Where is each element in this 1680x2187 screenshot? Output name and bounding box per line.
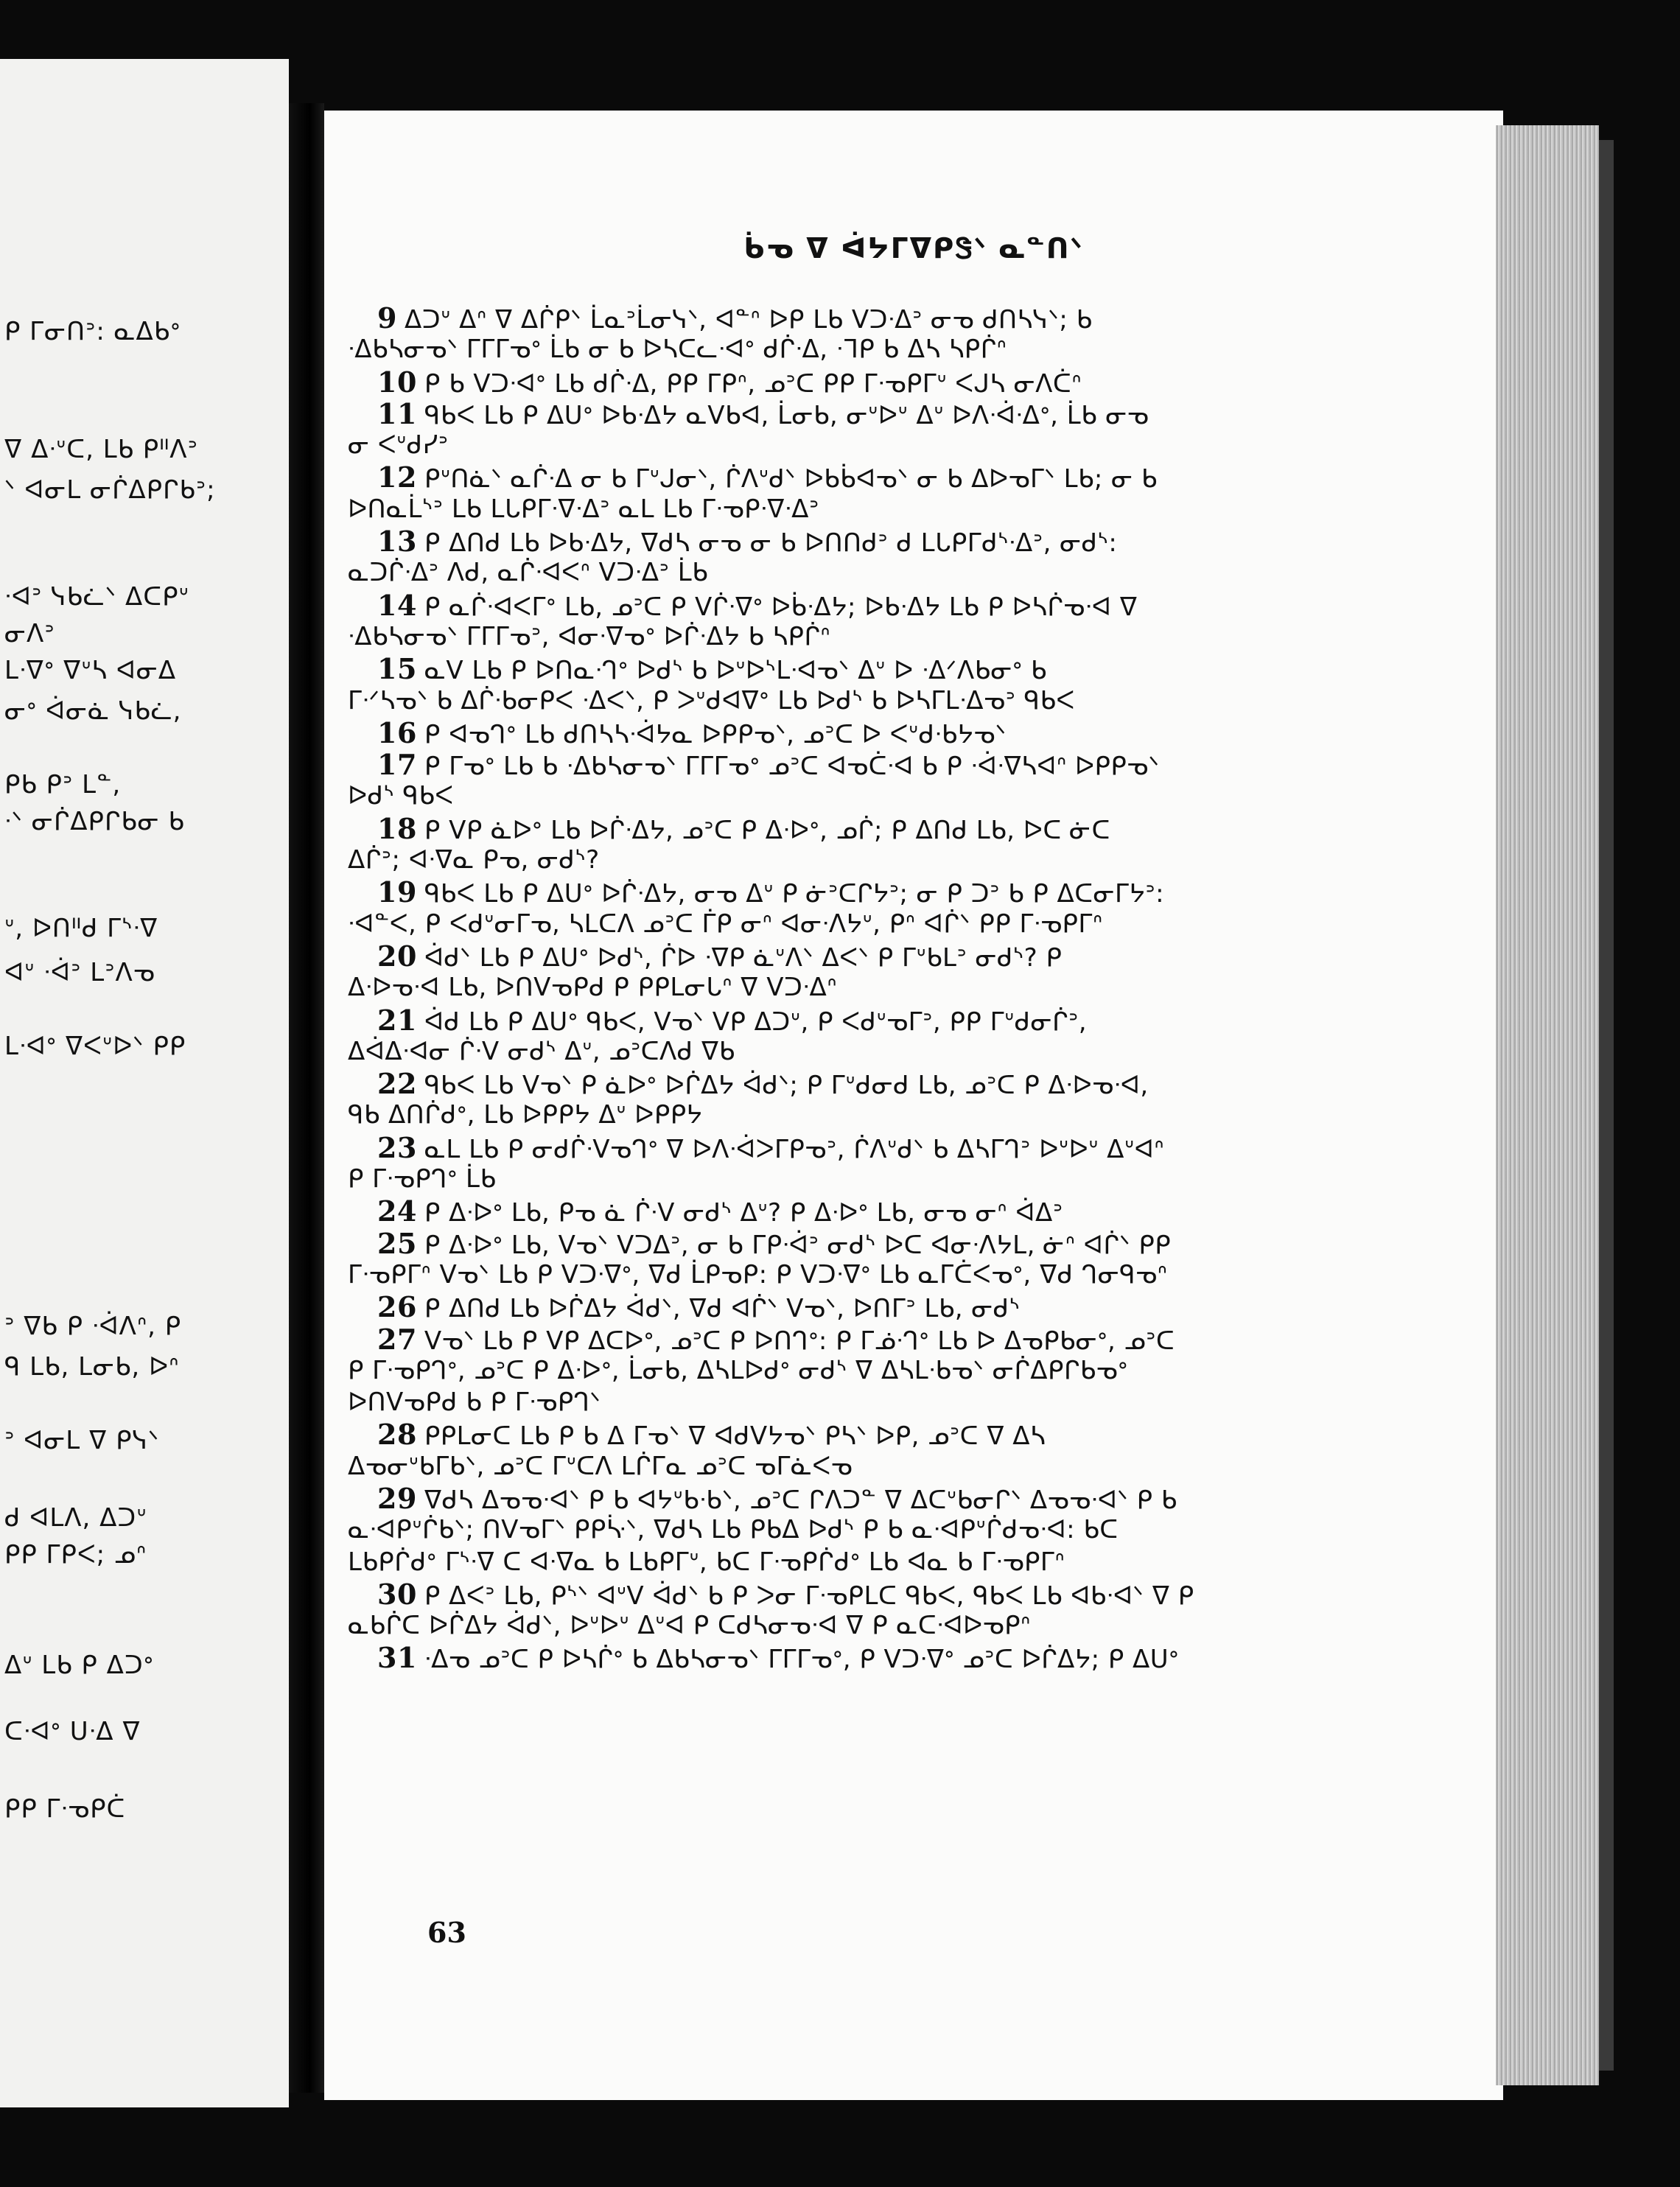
left-page-line: ᑭᑭ ᒥᐧᓀᑭᑖ — [4, 1794, 126, 1824]
verse-number: 24 — [377, 1194, 417, 1228]
verse-line — [348, 557, 1328, 589]
left-page-line: ᑭᑭ ᒥᑭᐸ; ᓄᐢ — [4, 1540, 147, 1570]
left-page-line: ᑯ ᐊᒪᐱ, ᐃᑐᐡ — [4, 1503, 147, 1533]
verse-line — [348, 1514, 1328, 1546]
left-page-line: ᐃᐡ ᒪᑲ ᑭ ᐃᑐᐤ — [4, 1651, 154, 1680]
page-number: 63 — [427, 1916, 466, 1949]
verse-number: 17 — [377, 748, 417, 782]
verse-line — [348, 1291, 1328, 1323]
verse-line — [348, 1451, 1328, 1483]
verse-line — [348, 749, 1328, 780]
verse-text: ᑭ ᐯᑭ ᓈᐅᐤ ᒪᑲ ᐅᒌᐧᐃᔭ, ᓄᐣᑕ ᑭ ᐃᐧᐅᐤ, ᓄᒌ; ᑭ ᐃᑎᑯ ᒪᑲ, ᐅᑕ ᓃᑕ — [424, 815, 1110, 845]
verse-text: ᐋᑯᐠ ᒪᑲ ᑭ ᐃᑌᐤ ᐅᑯᔅ, ᒌᐅ ᐧᐁᑭ ᓈᐡᐱᐠ ᐃᐸᐠ ᑭ ᒥᐡᑲᒪᐣ ᓂᑯᔅ? ᑭ — [424, 942, 1063, 973]
verse-number: 27 — [377, 1322, 417, 1356]
left-page-line: ᓂᐱᐣ — [4, 619, 55, 648]
page-edges — [1496, 125, 1599, 2085]
verse-number: 25 — [377, 1226, 417, 1260]
left-page-line: ᐣ ᐁᑲ ᑭ ᐧᐋᐱᐢ, ᑭ — [4, 1312, 182, 1341]
verse-text: ᐧᐊᓐᐸ, ᑭ ᐸᑯᐡᓂᒥᓀ, ᓴᒪᑕᐱ ᓄᐣᑕ ᒦᑭ ᓂᐢ ᐊᓂᐧᐱᔭᐡ, ᑭᐢ ᐊᒌᐠ ᑭᑭ ᒥᐧᓀᑭᒥᐢ — [348, 909, 1103, 939]
verse-block — [348, 302, 1328, 1674]
left-page-line: ᑭ ᒥᓂᑎᐣ: ᓇᐃᑲᐤ — [4, 317, 181, 346]
verse-text: ᑭ ᐃᑎᑯ ᒪᑲ ᐅᒌᐃᔭ ᐋᑯᐠ, ᐁᑯ ᐊᒌᐠ ᐯᓀᐠ, ᐅᑎᒥᐣ ᒪᑲ, ᓂᑯᔅ — [424, 1294, 1021, 1324]
verse-text: ᑭ ᓇᒌᐧᐊᐸᒥᐤ ᒪᑲ, ᓄᐣᑕ ᑭ ᐯᒌᐧᐁᐤ ᐅᑳᐧᐃᔭ; ᐅᑲᐧᐃᔭ ᒪᑲ ᑭ ᐅᓴᒌᓀᐧᐊ ᐁ — [424, 592, 1138, 622]
left-page-line: ᒪᐧᐁᐤ ᐁᐡᓴ ᐊᓂᐃ — [4, 656, 177, 685]
verse-text: ᐋᑯ ᒪᑲ ᑭ ᐃᑌᐤ ᑫᑲᐸ, ᐯᓀᐠ ᐯᑭ ᐃᑐᐡ, ᑭ ᐸᑯᐡᓀᒥᐣ, ᑭᑭ ᒥᐡᑯᓂᒌᐣ, — [424, 1007, 1088, 1037]
verse-number: 22 — [377, 1067, 417, 1101]
verse-line — [348, 780, 1328, 812]
verse-line — [348, 1610, 1328, 1642]
verse-text: ᐃᑐᐡ ᐃᐢ ᐁ ᐃᒌᑭᐠ ᒫᓇᐣᒫᓂᓭᐠ, ᐊᓐᐢ ᐅᑭ ᒪᑲ ᐯᑐᐧᐃᐣ ᓂᓀ ᑯᑎᓴᓭᐠ; ᑲ — [404, 305, 1093, 335]
verse-line — [348, 302, 1328, 334]
verse-line — [348, 525, 1328, 557]
verse-text: ᑭ ᒥᐧᓀᑭᒉᐤ ᒫᑲ — [348, 1164, 497, 1194]
verse-line — [348, 1259, 1328, 1291]
verse-text: ᐁᑯᓴ ᐃᓀᓀᐧᐊᐠ ᑭ ᑲ ᐊᔭᐡᑲᐧᑲᐠ, ᓄᐣᑕ ᒋᐱᑐᓐ ᐁ ᐃᑕᐡᑲᓂᒋᐠ ᐃᓀᓀᐧᐊᐠ ᑭ ᑲ — [424, 1485, 1177, 1515]
verse-text: ᑫᑲᐸ ᒪᑲ ᑭ ᐃᑌᐤ ᐅᒌᐧᐃᔭ, ᓂᓀ ᐃᐡ ᑭ ᓃᐣᑕᒋᔭᐣ; ᓂ ᑭ ᑐᐣ ᑲ ᑭ ᐃᑕᓂᒥᔭᐣ: — [424, 879, 1165, 909]
verse-text: ᐯᓀᐠ ᒪᑲ ᑭ ᐯᑭ ᐃᑕᐅᐤ, ᓄᐣᑕ ᑭ ᐅᑎᒉᐤ: ᑭ ᒥᓅᐧᒉᐤ ᒪᑲ ᐅ ᐃᓀᑭᑲᓂᐤ, ᓄᐣᑕ — [424, 1326, 1175, 1356]
verse-text: ᐃᐧᐅᓀᐧᐊ ᒪᑲ, ᐅᑎᐯᓀᑭᑯ ᑭ ᑭᑭᒪᓂᒐᐢ ᐁ ᐯᑐᐧᐃᐢ — [348, 973, 837, 1003]
left-page-line: ᓂᐤ ᐋᓂᓈ ᓭᑲᓛ, — [4, 696, 182, 726]
verse-line — [348, 621, 1328, 653]
verse-line — [348, 398, 1328, 430]
verse-text: ᐃᓀᓂᐡᑲᒥᑲᐠ, ᓄᐣᑕ ᒥᐡᑕᐱ ᒪᒌᒥᓇ ᓄᐣᑕ ᓀᒥᓈᐸᓀ — [348, 1451, 853, 1481]
verse-text: ᒥᐧᓀᑭᒥᐢ ᐯᓀᐠ ᒪᑲ ᑭ ᐯᑐᐧᐁᐤ, ᐁᑯ ᒫᑭᓀᑭ: ᑭ ᐯᑐᐧᐁᐤ ᒪᑲ ᓇᒥᑖᐸᓀᐤ, ᐁᑯ ᒉᓂᑫᓀᐢ — [348, 1259, 1168, 1290]
verse-line — [348, 494, 1328, 525]
verse-text: ᓇᑐᒌᐧᐃᐣ ᐱᑯ, ᓇᒌᐧᐊᐸᐢ ᐯᑐᐧᐃᐣ ᒫᑲ — [348, 558, 709, 588]
verse-line — [348, 1418, 1328, 1450]
verse-text: ᐅᑎᓇᒫᔅᐣ ᒪᑲ ᒪᒐᑭᒥᐧᐁᐧᐃᐣ ᓇᒪ ᒪᑲ ᒥᐧᓀᑭᐧᐁᐧᐃᐣ — [348, 494, 819, 524]
verse-number: 13 — [377, 525, 417, 559]
verse-text: ᑫᑲ ᐃᑎᒌᑯᐤ, ᒪᑲ ᐅᑭᑭᔭ ᐃᐡ ᐅᑭᑭᔭ — [348, 1100, 703, 1130]
verse-number: 9 — [377, 301, 397, 335]
verse-number: 12 — [377, 461, 417, 494]
verse-number: 10 — [377, 365, 417, 399]
verse-line — [348, 1099, 1328, 1131]
verse-line — [348, 1578, 1328, 1610]
verse-number: 31 — [377, 1641, 417, 1675]
page-edge-shadow — [1599, 140, 1614, 2071]
verse-number: 21 — [377, 1003, 417, 1037]
verse-number: 14 — [377, 588, 417, 622]
verse-line — [348, 1355, 1328, 1387]
verse-text: ᒪᑲᑭᒌᑯᐤ ᒥᔅᐧᐁ ᑕ ᐊᐧᐁᓇ ᑲ ᒪᑲᑭᒥᐡ, ᑲᑕ ᒥᐧᓀᑭᒌᑯᐤ ᒪᑲ ᐊᓇ ᑲ ᒥᐧᓀᑭᒥᐢ — [348, 1547, 1065, 1577]
verse-number: 30 — [377, 1577, 417, 1611]
verse-text: ᓇᐯ ᒪᑲ ᑭ ᐅᑎᓇᐧᒉᐤ ᐅᑯᔅ ᑲ ᐅᐡᐅᔅᒪᐧᐊᓀᐠ ᐃᐡ ᐅ ᐧᐃᐟᐱᑲᓂᐤ ᑲ — [424, 656, 1047, 686]
left-page-line: ᐊᐡ ᐧᐋᐣ ᒪᐣᐱᓀ — [4, 958, 155, 987]
verse-text: ᓇᒪ ᒪᑲ ᑭ ᓂᑯᒌᐧᐯᓀᒉᐤ ᐁ ᐅᐱᐧᐋᐳᒥᑭᓀᐣ, ᒌᐱᐡᑯᐠ ᑲ ᐃᓴᒥᒉᐣ ᐅᐡᐅᐡ ᐃᐡᐊᐢ — [424, 1134, 1165, 1164]
verse-number: 28 — [377, 1418, 417, 1452]
left-page-line: ᑭᑲ ᑭᐣ ᒪᓐ, — [4, 770, 122, 799]
verse-text: ᑭᑭᒪᓂᑕ ᒪᑲ ᑭ ᑲ ᐃ ᒥᓀᐠ ᐁ ᐊᑯᐯᔭᓀᐠ ᑭᓴᐠ ᐅᑭ, ᓄᐣᑕ ᐁ ᐃᓴ — [424, 1421, 1046, 1452]
verse-text: ᑭ ᐃᐧᐅᐤ ᒪᑲ, ᐯᓀᐠ ᐯᑐᐃᐣ, ᓂ ᑲ ᒥᑭᐧᐋᐣ ᓂᑯᔅ ᐅᑕ ᐊᓂᐧᐱᔭᒪ, ᓃᐢ ᐊᒌᐠ ᑭᑭ — [424, 1230, 1172, 1260]
verse-line — [348, 813, 1328, 844]
verse-text: ᑫᑲᐸ ᒪᑲ ᑭ ᐃᑌᐤ ᐅᑲᐧᐃᔭ ᓇᐯᑲᐊ, ᒫᓂᑲ, ᓂᐡᐅᐡ ᐃᐡ ᐅᐱᐧᐋᐧᐃᐤ, ᒫᑲ ᓂᓀ — [424, 400, 1149, 430]
verse-line — [348, 876, 1328, 908]
verse-text: ᐅᑯᔅ ᑫᑲᐸ — [348, 781, 454, 811]
verse-line — [348, 1483, 1328, 1514]
verse-line — [348, 1228, 1328, 1259]
verse-number: 19 — [377, 875, 417, 909]
book-gutter — [289, 103, 324, 2093]
verse-line — [348, 366, 1328, 398]
verse-line — [348, 1132, 1328, 1164]
verse-text: ᑭᐡᑎᓈᐠ ᓇᒌᐧᐃ ᓂ ᑲ ᒥᐡᒍᓂᐠ, ᒌᐱᐡᑯᐠ ᐅᑲᑳᐊᓀᐠ ᓂ ᑲ ᐃᐅᓀᒥᐠ ᒪᑲ; ᓂ ᑲ — [424, 464, 1158, 494]
verse-text: ᒥᐧᐟᓴᓀᐠ ᑲ ᐃᒌᐧᑲᓂᑭᐸ ᐧᐃᐸᐠ, ᑭ ᐳᐡᑯᐊᐁᐤ ᒪᑲ ᐅᑯᔅ ᑲ ᐅᓴᒥᒪᐧᐃᓀᐣ ᑫᑲᐸ — [348, 685, 1075, 715]
left-page-line: ᐧᐊᐣ ᓭᑲᓛᐠ ᐃᑕᑭᐡ — [4, 582, 189, 612]
left-page-line: ᒪᐧᐊᐤ ᐁᐸᐡᐅᐠ ᑭᑭ — [4, 1032, 186, 1061]
left-page-line: ᐁ ᐃᐧᐡᑕ, ᒪᑲ ᑭᐦᐱᐣ — [4, 435, 198, 464]
verse-text: ᐧᐃᑲᓴᓂᓀᐠ ᒥᒥᒥᓀᐤ ᒫᑲ ᓂ ᑲ ᐅᓴᑕᓚᐧᐊᐤ ᑯᒌᐧᐃ, ᐧᒣᑭ ᑲ ᐃᓴ ᓴᑭᒌᐢ — [348, 335, 1007, 365]
verse-text: ᑭ ᐊᓀᒉᐤ ᒪᑲ ᑯᑎᓴᓴᐧᐋᔭᓇ ᐅᑭᑭᓀᐠ, ᓄᐣᑕ ᐅ ᐸᐡᑯᐧᑲᔭᓀᐠ — [424, 719, 1007, 749]
verse-number: 20 — [377, 939, 417, 973]
verse-line — [348, 1164, 1328, 1195]
verse-number: 18 — [377, 811, 417, 845]
verse-text: ᑭ ᑲ ᐯᑐᐧᐊᐤ ᒪᑲ ᑯᒌᐧᐃ, ᑭᑭ ᒥᑭᐢ, ᓄᐣᑕ ᑭᑭ ᒥᐧᓀᑭᒥᐡ ᐸᒍᓴ ᓂᐱᑖᐢ — [424, 368, 1082, 399]
left-page-line: ᐧᐠ ᓂᒌᐃᑭᒋᑲᓂ ᑲ — [4, 807, 185, 836]
verse-number: 15 — [377, 652, 417, 686]
verse-number: 11 — [377, 396, 417, 430]
verse-line — [348, 972, 1328, 1004]
verse-line — [348, 909, 1328, 940]
verse-text: ᑭ ᒥᓀᐤ ᒪᑲ ᑲ ᐧᐃᑲᓴᓂᓀᐠ ᒥᒥᒥᓀᐤ ᓄᐣᑕ ᐊᓀᑖᐧᐊ ᑲ ᑭ ᐧᐋᐧᐁᓴᐊᐢ ᐅᑭᑭᓀᐠ — [424, 752, 1160, 782]
verse-number: 26 — [377, 1290, 417, 1324]
verse-line — [348, 1387, 1328, 1418]
verse-line — [348, 1004, 1328, 1036]
verse-text: ᓂ ᐸᐡᑯᓯᐣ — [348, 430, 449, 461]
verse-text: ᑭ ᐃᐸᐣ ᒪᑲ, ᑭᔅᐠ ᐊᐡᐯ ᐋᑯᐠ ᑲ ᑭ ᐳᓂ ᒥᐧᓀᑭᒪᑕ ᑫᑲᐸ, ᑫᑲᐸ ᒪᑲ ᐊᑲᐧᐊᐠ ᐁ ᑭ — [424, 1581, 1194, 1611]
page-header: ᑳᓀ ᐁ ᐋᔭᒥᐁᑭᏕᐠ ᓇᓐᑎᐠ — [743, 232, 1084, 265]
verse-text: ᑭ ᒥᐧᓀᑭᒉᐤ, ᓄᐣᑕ ᑭ ᐃᐧᐅᐤ, ᒫᓂᑲ, ᐃᓴᒪᐅᑯᐤ ᓂᑯᔅ ᐁ ᐃᓴᒪᐧᑲᓀᐠ ᓂᒌᐃᑭᒋᑲᓀᐤ — [348, 1355, 1128, 1385]
left-page-line: ᐣ ᐊᓂᒪ ᐁ ᑭᓭᐠ — [4, 1426, 160, 1455]
verse-line — [348, 653, 1328, 685]
verse-text: ᐧᐃᑲᓴᓂᓀᐠ ᒥᒥᒥᓀᐣ, ᐊᓂᐧᐁᓀᐤ ᐅᒌᐧᐃᔭ ᑲ ᓴᑭᒌᐢ — [348, 621, 830, 651]
left-page-line: ᑕᐧᐊᐤ ᑌᐧᐃ ᐁ — [4, 1717, 141, 1746]
verse-text: ᐅᑎᐯᓀᑭᑯ ᑲ ᑭ ᒥᐧᓀᑭᒉᐠ — [348, 1388, 601, 1418]
verse-line — [348, 717, 1328, 749]
verse-line — [348, 1068, 1328, 1099]
left-page-line: ᑫ ᒪᑲ, ᒪᓂᑲ, ᐅᐢ — [4, 1352, 180, 1382]
left-page-line: ᐡ, ᐅᑎᐦᑯ ᒥᔅᐧᐁ — [4, 914, 158, 943]
verse-line — [348, 334, 1328, 365]
verse-number: 16 — [377, 715, 417, 749]
verse-line — [348, 430, 1328, 461]
verse-line — [348, 940, 1328, 972]
verse-text: ᓇᑲᒌᑕ ᐅᒌᐃᔭ ᐋᑯᐠ, ᐅᐡᐅᐡ ᐃᐡᐊ ᑭ ᑕᑯᓴᓂᓀᐧᐊ ᐁ ᑭ ᓇᑕᐧᐊᐅᓀᑭᐢ — [348, 1611, 1031, 1641]
verse-text: ᐧᐃᓀ ᓄᐣᑕ ᑭ ᐅᓴᒌᐤ ᑲ ᐃᑲᓴᓂᓀᐠ ᒥᒥᒥᓀᐤ, ᑭ ᐯᑐᐧᐁᐤ ᓄᐣᑕ ᐅᒌᐃᔭ; ᑭ ᐃᑌᐤ — [424, 1645, 1179, 1675]
verse-line — [348, 461, 1328, 493]
verse-line — [348, 1195, 1328, 1227]
verse-line — [348, 1642, 1328, 1673]
verse-line — [348, 685, 1328, 717]
verse-text: ᐃᐋᐃᐧᐊᓂ ᒌᐧᐯ ᓂᑯᔅ ᐃᐡ, ᓄᐣᑕᐱᑯ ᐁᑲ — [348, 1036, 735, 1066]
verse-line — [348, 1036, 1328, 1068]
verse-line — [348, 589, 1328, 621]
verse-line — [348, 1547, 1328, 1578]
verse-number: 23 — [377, 1130, 417, 1164]
verse-number: 29 — [377, 1481, 417, 1515]
verse-text: ᓇᐧᐊᑭᐡᒌᑲᐠ; ᑎᐯᓀᒥᐠ ᑭᑭᔃᐠ, ᐁᑯᓴ ᒪᑲ ᑭᑲᐃ ᐅᑯᔅ ᑭ ᑲ ᓇᐧᐊᑭᐡᒌᑯᓀᐧᐊ: ᑲᑕ — [348, 1515, 1119, 1545]
verse-line — [348, 844, 1328, 876]
verse-line — [348, 1323, 1328, 1355]
verse-text: ᑭ ᐃᑎᑯ ᒪᑲ ᐅᑲᐧᐃᔭ, ᐁᑯᓴ ᓂᓀ ᓂ ᑲ ᐅᑎᑎᑯᐣ ᑯ ᒪᒐᑭᒥᑯᔅᐧᐃᐣ, ᓂᑯᔅ: — [424, 528, 1118, 559]
left-page-line: ᐠ ᐊᓂᒪ ᓂᒌᐃᑭᒋᑲᐣ; — [4, 475, 216, 505]
verse-text: ᐃᒌᐣ; ᐊᐧᐁᓇ ᑭᓀ, ᓂᑯᔅ? — [348, 845, 600, 875]
verse-text: ᑭ ᐃᐧᐅᐤ ᒪᑲ, ᑭᓀ ᓈ ᒌᐧᐯ ᓂᑯᔅ ᐃᐡ? ᑭ ᐃᐧᐅᐤ ᒪᑲ, ᓂᓀ ᓂᐢ ᐋᐃᐣ — [424, 1198, 1063, 1228]
verse-text: ᑫᑲᐸ ᒪᑲ ᐯᓀᐠ ᑭ ᓈᐅᐤ ᐅᒌᐃᔭ ᐋᑯᐠ; ᑭ ᒥᐡᑯᓂᑯ ᒪᑲ, ᓄᐣᑕ ᑭ ᐃᐧᐅᓀᐧᐊ, — [424, 1071, 1149, 1101]
